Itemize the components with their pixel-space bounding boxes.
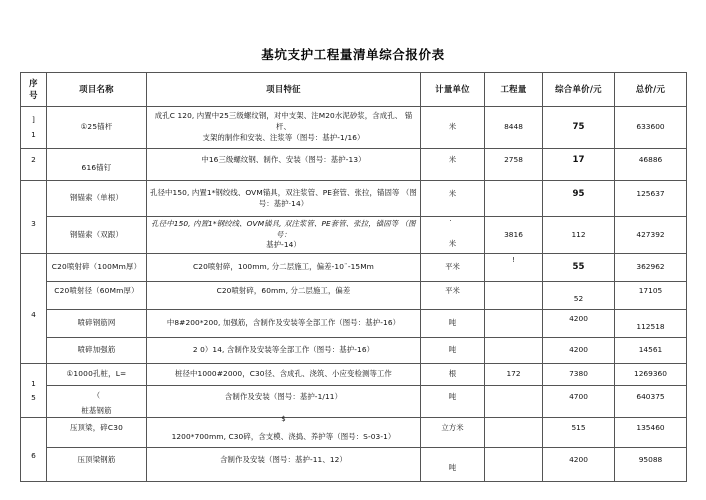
row-item-name: 喷碎钢筋网	[47, 310, 147, 338]
row-total-price-text: 17105	[638, 286, 663, 296]
row-item-name: ①1000孔桩，L=	[47, 364, 147, 386]
row-sequence-value: 6	[31, 451, 36, 461]
row-item-name: 钢锚索（双跟）	[47, 217, 147, 254]
row-item-name	[47, 418, 147, 448]
row-item-feature	[147, 149, 421, 181]
row-unit	[421, 448, 485, 482]
table-row	[21, 254, 687, 282]
row-item-name	[47, 448, 147, 482]
row-sequence-value: 2	[31, 155, 36, 165]
column-header-item-feature: 项目特征	[147, 73, 421, 107]
table-row	[21, 364, 687, 386]
row-item-feature: 桩径中1000#2000，C30径、含成孔、浇筑、小应变检测等工作	[147, 364, 421, 386]
row-item-name-text: 压顶梁钢筋	[77, 455, 116, 465]
row-quantity	[485, 418, 543, 448]
row-item-feature: C20喷射碎，100mm, 分二层施工，偏差-10¨-15Mm	[147, 254, 421, 282]
row-unit-price	[543, 282, 615, 310]
table-row	[21, 338, 687, 364]
row-total-price-text: 112518	[636, 322, 665, 332]
row-total-price-text: 135460	[636, 423, 665, 433]
row-total-price	[615, 418, 687, 448]
row-unit	[421, 181, 485, 217]
row-item-feature-line1-text: 孔径中150, 内置1*钢绞线、OVM锚具, 双注浆管、PE套管、张拉，锚固等 （图号：	[151, 219, 416, 239]
row-item-feature-mark: $	[281, 415, 286, 424]
row-item-feature	[147, 415, 421, 448]
column-header-quantity: 工程量	[485, 73, 543, 107]
row-unit-price: 55	[543, 254, 615, 282]
row-unit-price	[543, 418, 615, 448]
table-row	[21, 149, 687, 181]
row-sequence-value: 1	[31, 129, 36, 139]
row-unit-price	[543, 181, 615, 217]
column-header-unit: 计量单位	[421, 73, 485, 107]
row-item-feature	[147, 386, 421, 418]
row-sequence	[21, 107, 47, 149]
row-item-feature	[147, 107, 421, 149]
row-total-price-text: 46886	[638, 155, 663, 165]
row-quantity	[485, 282, 543, 310]
row-item-feature	[147, 448, 421, 482]
table-row	[21, 107, 687, 149]
row-quantity	[485, 310, 543, 338]
row-quantity-mark: !	[512, 255, 515, 264]
row-unit: 吨	[421, 310, 485, 338]
row-item-feature-line2: 基护-14）	[266, 240, 301, 250]
page-title: 基坑支护工程量清单综合报价表	[261, 47, 445, 62]
row-sequence	[21, 364, 47, 418]
row-item-name-prefix: （	[92, 390, 101, 400]
row-item-feature-line2: 支架的制作和安装、注浆等（图号：基护-1/16）	[202, 132, 365, 142]
row-item-feature-line2: 号：基护·14）	[258, 198, 309, 208]
row-total-price	[615, 282, 687, 310]
table-body	[21, 107, 687, 482]
row-sequence-mark: 1	[31, 378, 36, 388]
row-total-price	[615, 310, 687, 338]
row-unit-price: 4200	[543, 338, 615, 364]
table-row	[21, 282, 687, 310]
row-item-feature	[147, 217, 421, 254]
row-item-name	[47, 149, 147, 181]
row-unit	[421, 217, 485, 254]
row-item-feature	[147, 181, 421, 217]
quote-table	[20, 72, 687, 482]
row-item-feature-line1: 孔径中150, 内置1*钢绞线、OVM锚具，双注浆管、PE套管、张拉，锚固等 （图	[150, 187, 417, 197]
row-item-feature-line1: 中16三级螺纹钢、制作、安装（图号：基护-13）	[201, 155, 366, 165]
table-header-row	[21, 73, 687, 107]
row-unit-price: 7380	[543, 364, 615, 386]
column-header-item-name: 项目名称	[47, 73, 147, 107]
row-item-feature-line1: 成孔C 120, 内置中25三级螺纹钢，对中支架、注M20水泥砂浆，含成孔、 锚杆、	[154, 111, 413, 132]
column-header-sequence-line1: 序	[29, 78, 38, 89]
row-unit: 根	[421, 364, 485, 386]
row-unit: 吨	[421, 338, 485, 364]
row-sequence-value: 3	[31, 218, 36, 228]
column-header-total-price: 总价/元	[615, 73, 687, 107]
row-unit-price: 75	[543, 107, 615, 149]
row-item-feature-line1	[150, 219, 417, 240]
row-unit-text: 米	[448, 155, 457, 165]
table-header	[21, 73, 687, 107]
row-quantity	[485, 448, 543, 482]
column-header-sequence-line2: 号	[29, 89, 38, 100]
table-row	[21, 181, 687, 217]
row-item-feature: 2 0）14, 含制作及安装等全部工作（图号：基护-16）	[147, 338, 421, 364]
row-unit-text: 米	[448, 238, 457, 248]
row-total-price: 362962	[615, 254, 687, 282]
row-quantity	[485, 338, 543, 364]
row-sequence-value: 5	[31, 392, 36, 402]
row-item-name-text: 616锚钉	[81, 163, 112, 173]
row-unit-price	[543, 448, 615, 482]
row-total-price	[615, 149, 687, 181]
row-unit-mark: ·	[449, 216, 452, 225]
row-total-price-text: 95088	[638, 455, 663, 465]
row-total-price: 14561	[615, 338, 687, 364]
row-quantity: 172	[485, 364, 543, 386]
row-item-name: 钢锚索（单根）	[47, 181, 147, 217]
row-quantity	[485, 181, 543, 217]
row-unit-price-text: 95	[572, 189, 585, 200]
row-unit: 米	[421, 107, 485, 149]
row-item-feature-line1: 1200*700mm, C30碎，含支模、浇捣、养护等（图号：S-03-1）	[171, 432, 396, 442]
row-unit	[421, 386, 485, 418]
row-unit-text: 吨	[448, 392, 457, 402]
row-total-price	[615, 386, 687, 418]
row-quantity	[485, 386, 543, 418]
row-unit-text: 立方米	[441, 423, 464, 433]
row-total-price: 1269360	[615, 364, 687, 386]
row-unit-text: 米	[448, 189, 457, 199]
table-row	[21, 448, 687, 482]
row-unit	[421, 418, 485, 448]
table-row	[21, 386, 687, 418]
row-quantity-text: 2758	[504, 155, 523, 165]
row-item-feature: 中8#200*200, 加强筋，含制作及安装等全部工作（图号：基护-16）	[147, 310, 421, 338]
row-unit-price-text: 4200	[569, 455, 588, 465]
row-total-price	[615, 181, 687, 217]
row-unit-price-text: 4200	[569, 314, 588, 324]
row-unit: 平米	[421, 254, 485, 282]
row-quantity	[485, 149, 543, 181]
table-row	[21, 310, 687, 338]
column-header-unit-price: 综合单价/元	[543, 73, 615, 107]
row-sequence-mark: ]	[32, 115, 35, 125]
row-total-price-text: 125637	[636, 189, 665, 199]
row-item-name-text: C20喷射径（60Mm厚）	[54, 286, 139, 296]
row-quantity	[485, 254, 543, 282]
row-total-price: 427392	[615, 217, 687, 254]
row-unit-text: 吨	[448, 463, 457, 473]
row-item-name-text: 桩基钢筋	[81, 405, 112, 415]
row-item-feature-line1: C20喷射碎，60mm, 分二层施工，偏差	[216, 286, 351, 296]
row-unit-price	[543, 149, 615, 181]
table-row	[21, 418, 687, 448]
row-unit-price-text: 17	[572, 155, 585, 166]
row-item-name	[47, 386, 147, 418]
row-total-price: 633600	[615, 107, 687, 149]
row-item-name-text: 压顶梁，碎C30	[69, 423, 124, 433]
row-item-feature	[147, 282, 421, 310]
row-sequence	[21, 418, 47, 482]
row-unit-price-text: 52	[573, 294, 584, 304]
row-unit-price	[543, 386, 615, 418]
row-sequence	[21, 254, 47, 364]
row-sequence	[21, 149, 47, 181]
row-total-price-text: 640375	[636, 392, 665, 402]
row-item-name: ①25锚杆	[47, 107, 147, 149]
row-quantity: 3816	[485, 217, 543, 254]
column-header-sequence	[21, 73, 47, 107]
row-item-name: C20喷射碎（100Mm厚）	[47, 254, 147, 282]
row-item-feature-line1: 含制作及安装（图号：基护-1/11）	[224, 392, 343, 402]
row-quantity: 8448	[485, 107, 543, 149]
row-unit-price	[543, 310, 615, 338]
row-unit	[421, 282, 485, 310]
row-unit-price-text: 4700	[569, 392, 588, 402]
row-item-feature-line1: 含制作及安装（图号：基护-11、12）	[220, 455, 347, 465]
row-item-name: 喷碎加强筋	[47, 338, 147, 364]
row-sequence	[21, 181, 47, 254]
row-unit-price: 112	[543, 217, 615, 254]
row-item-name	[47, 282, 147, 310]
row-total-price	[615, 448, 687, 482]
row-unit	[421, 149, 485, 181]
row-sequence-value: 4	[31, 310, 36, 320]
table-row	[21, 217, 687, 254]
row-unit-price-text: 515	[571, 423, 586, 433]
row-unit-text: 平米	[445, 286, 460, 296]
